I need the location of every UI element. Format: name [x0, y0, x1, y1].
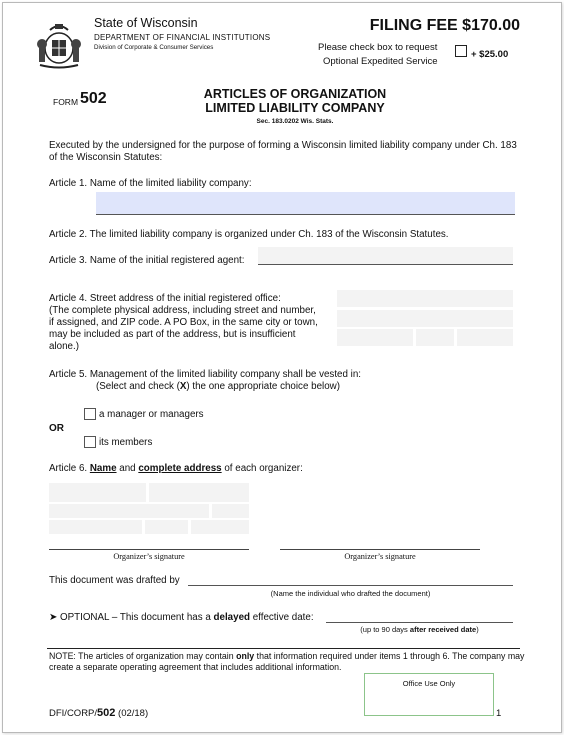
- organizer-name-field-2[interactable]: [149, 483, 249, 502]
- article5-instruction: (Select and check (X) the one appropriate choice below): [96, 381, 340, 392]
- zip-field[interactable]: [457, 329, 513, 346]
- article1-label: Article 1. Name of the limited liability company:: [49, 178, 252, 189]
- city-field[interactable]: [337, 329, 413, 346]
- manager-option-label: a manager or managers: [99, 409, 204, 420]
- organizer-state-field[interactable]: [145, 520, 188, 534]
- drafted-by-sublabel: (Name the individual who drafted the document): [270, 589, 431, 598]
- members-option-label: its members: [99, 437, 153, 448]
- form-title-line1: ARTICLES OF ORGANIZATION: [203, 87, 387, 101]
- registered-agent-field[interactable]: [258, 247, 513, 264]
- drafted-by-label: This document was drafted by: [49, 575, 180, 586]
- registered-agent-line: [258, 264, 513, 265]
- organizer-name-field-1[interactable]: [49, 483, 146, 502]
- page-number: 1: [496, 708, 502, 719]
- expedite-text-line2: Optional Expedited Service: [323, 56, 438, 67]
- note-text: NOTE: The articles of organization may contain only that information required under items 1 through 6. The company may create a separate operating agreement that includes additional information.: [49, 651, 525, 672]
- organizer-signature-label-2: Organizer’s signature: [344, 552, 416, 561]
- street-address-field[interactable]: [337, 290, 513, 307]
- organizer-signature-line-2: [280, 549, 480, 550]
- state-name: State of Wisconsin: [94, 16, 198, 30]
- street-address-field-2[interactable]: [337, 310, 513, 327]
- article5-title: Article 5. Management of the limited liability company shall be vested in:: [49, 369, 362, 380]
- form-number: 502: [80, 90, 107, 107]
- article4-title: Article 4. Street address of the initial registered office:: [49, 293, 281, 304]
- filing-fee: FILING FEE $170.00: [369, 17, 520, 34]
- members-checkbox[interactable]: [84, 436, 96, 448]
- department-name: DEPARTMENT OF FINANCIAL INSTITUTIONS: [94, 33, 271, 42]
- division-name: Division of Corporate & Consumer Services: [94, 44, 214, 51]
- manager-checkbox[interactable]: [84, 408, 96, 420]
- article2-text: Article 2. The limited liability company is organized under Ch. 183 of the Wisconsin Statutes.: [49, 229, 449, 240]
- organizer-signature-label-1: Organizer’s signature: [113, 552, 185, 561]
- form-title-line2: LIMITED LIABILITY COMPANY: [205, 101, 385, 115]
- form-footer-code: DFI/CORP/502 (02/18): [49, 707, 149, 719]
- expedite-amount: + $25.00: [471, 49, 509, 60]
- office-use-box: Office Use Only: [364, 673, 494, 716]
- expedite-text-line1: Please check box to request: [318, 42, 438, 53]
- llc-name-field[interactable]: [96, 192, 515, 215]
- note-divider: [47, 648, 520, 649]
- effective-date-sublabel: (up to 90 days after received date): [360, 625, 479, 634]
- state-field[interactable]: [416, 329, 454, 346]
- form-label: FORM: [53, 97, 79, 107]
- state-seal-icon: [34, 18, 84, 70]
- expedite-checkbox[interactable]: [455, 45, 467, 57]
- drafted-by-field[interactable]: [188, 585, 513, 586]
- arrow-icon: ➤: [49, 612, 58, 623]
- organizer-address-field-1[interactable]: [49, 504, 209, 518]
- organizer-zip-field[interactable]: [191, 520, 249, 534]
- executed-statement: Executed by the undersigned for the purpose of forming a Wisconsin limited liability company under Ch. 183 of the Wisconsin Statutes:: [49, 140, 517, 163]
- organizer-city-field[interactable]: [49, 520, 142, 534]
- article4-detail: (The complete physical address, including street and number, if assigned, and ZIP code. A PO Box, in the same city or town, may be included as part of the address, but is insufficient alone.): [49, 305, 318, 352]
- organizer-address-field-2[interactable]: [212, 504, 249, 518]
- article3-label: Article 3. Name of the initial registered agent:: [49, 255, 245, 266]
- or-label: OR: [49, 423, 64, 434]
- statute-reference: Sec. 183.0202 Wis. Stats.: [256, 118, 334, 125]
- organizer-signature-line-1: [49, 549, 249, 550]
- optional-effective-date-label: ➤ OPTIONAL – This document has a delayed effective date:: [49, 612, 314, 623]
- effective-date-field[interactable]: [326, 622, 513, 623]
- article6-label: Article 6. Name and complete address of each organizer:: [49, 463, 303, 474]
